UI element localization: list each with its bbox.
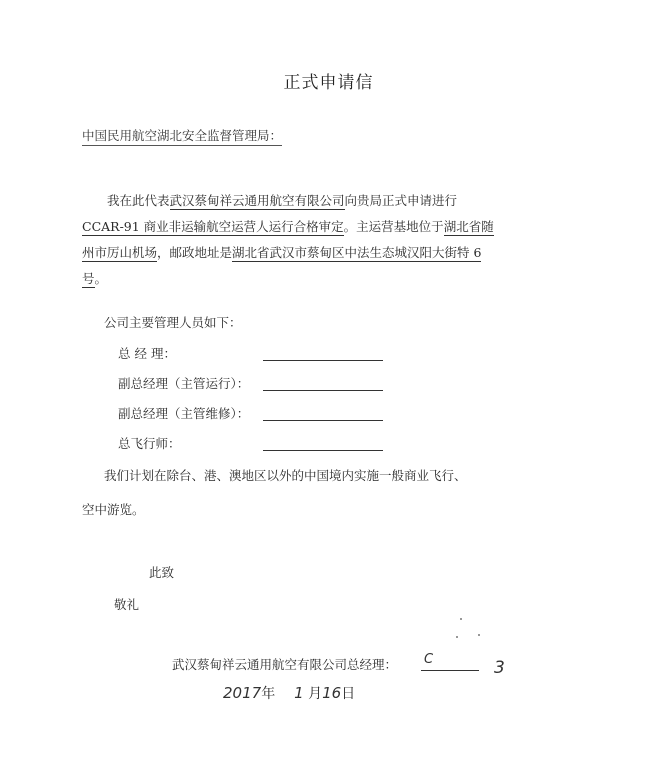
manager-row-general: 总 经 理： xyxy=(118,346,176,361)
company-name: 武汉蔡甸祥云通用航空有限公司 xyxy=(169,193,345,208)
date-day-suffix: 日 xyxy=(341,686,356,702)
para-text-5: 。 xyxy=(94,271,108,286)
signature-mark-1: C xyxy=(424,652,434,667)
scan-speck xyxy=(478,634,480,636)
postal-address: 湖北省武汉市蔡甸区中法生态城汉阳大街特 6 号 xyxy=(82,245,482,286)
closing-regards: 敬礼 xyxy=(114,597,140,612)
recipient-line: 中国民用航空湖北安全监督管理局： xyxy=(82,126,282,146)
date-year-suffix: 年 xyxy=(261,686,276,702)
operating-base: 湖北省随州市厉山机场 xyxy=(82,219,494,260)
signature-mark-2: 3 xyxy=(494,658,505,678)
para-text-2: 向贵局正式申请进行 xyxy=(344,193,458,208)
manager-row-pilot: 总飞行师： xyxy=(118,436,181,451)
managers-heading: 公司主要管理人员如下： xyxy=(104,315,242,330)
plan-line-2: 空中游览。 xyxy=(82,502,145,517)
manager-line-pilot xyxy=(263,450,383,451)
para-text-1: 我在此代表 xyxy=(107,193,170,208)
para-text-3: 。主运营基地位于 xyxy=(343,219,444,234)
certification-name: CCAR-91 商业非运输航空运营人运行合格审定 xyxy=(82,219,344,234)
manager-row-ops: 副总经理（主管运行）： xyxy=(118,376,250,391)
letter-date xyxy=(223,683,355,703)
date-month: 1 xyxy=(294,684,304,702)
date-day: 16 xyxy=(322,684,342,702)
signature-label: 武汉蔡甸祥云通用航空有限公司总经理： xyxy=(172,657,398,672)
scan-speck xyxy=(460,618,462,620)
date-year: 2017 xyxy=(223,684,262,702)
application-paragraph xyxy=(82,188,502,292)
letter-title: 正式申请信 xyxy=(283,73,374,93)
para-text-4: ，邮政地址是 xyxy=(157,245,233,260)
manager-line-maint xyxy=(263,420,383,421)
signature-line xyxy=(421,670,479,671)
closing-salutation: 此致 xyxy=(149,565,175,580)
scan-speck xyxy=(456,636,458,638)
plan-line-1: 我们计划在除台、港、澳地区以外的中国境内实施一般商业飞行、 xyxy=(104,468,467,483)
manager-line-ops xyxy=(263,390,383,391)
manager-line-general xyxy=(263,360,383,361)
manager-row-maint: 副总经理（主管维修）： xyxy=(118,406,250,421)
date-month-suffix: 月 xyxy=(308,686,323,702)
